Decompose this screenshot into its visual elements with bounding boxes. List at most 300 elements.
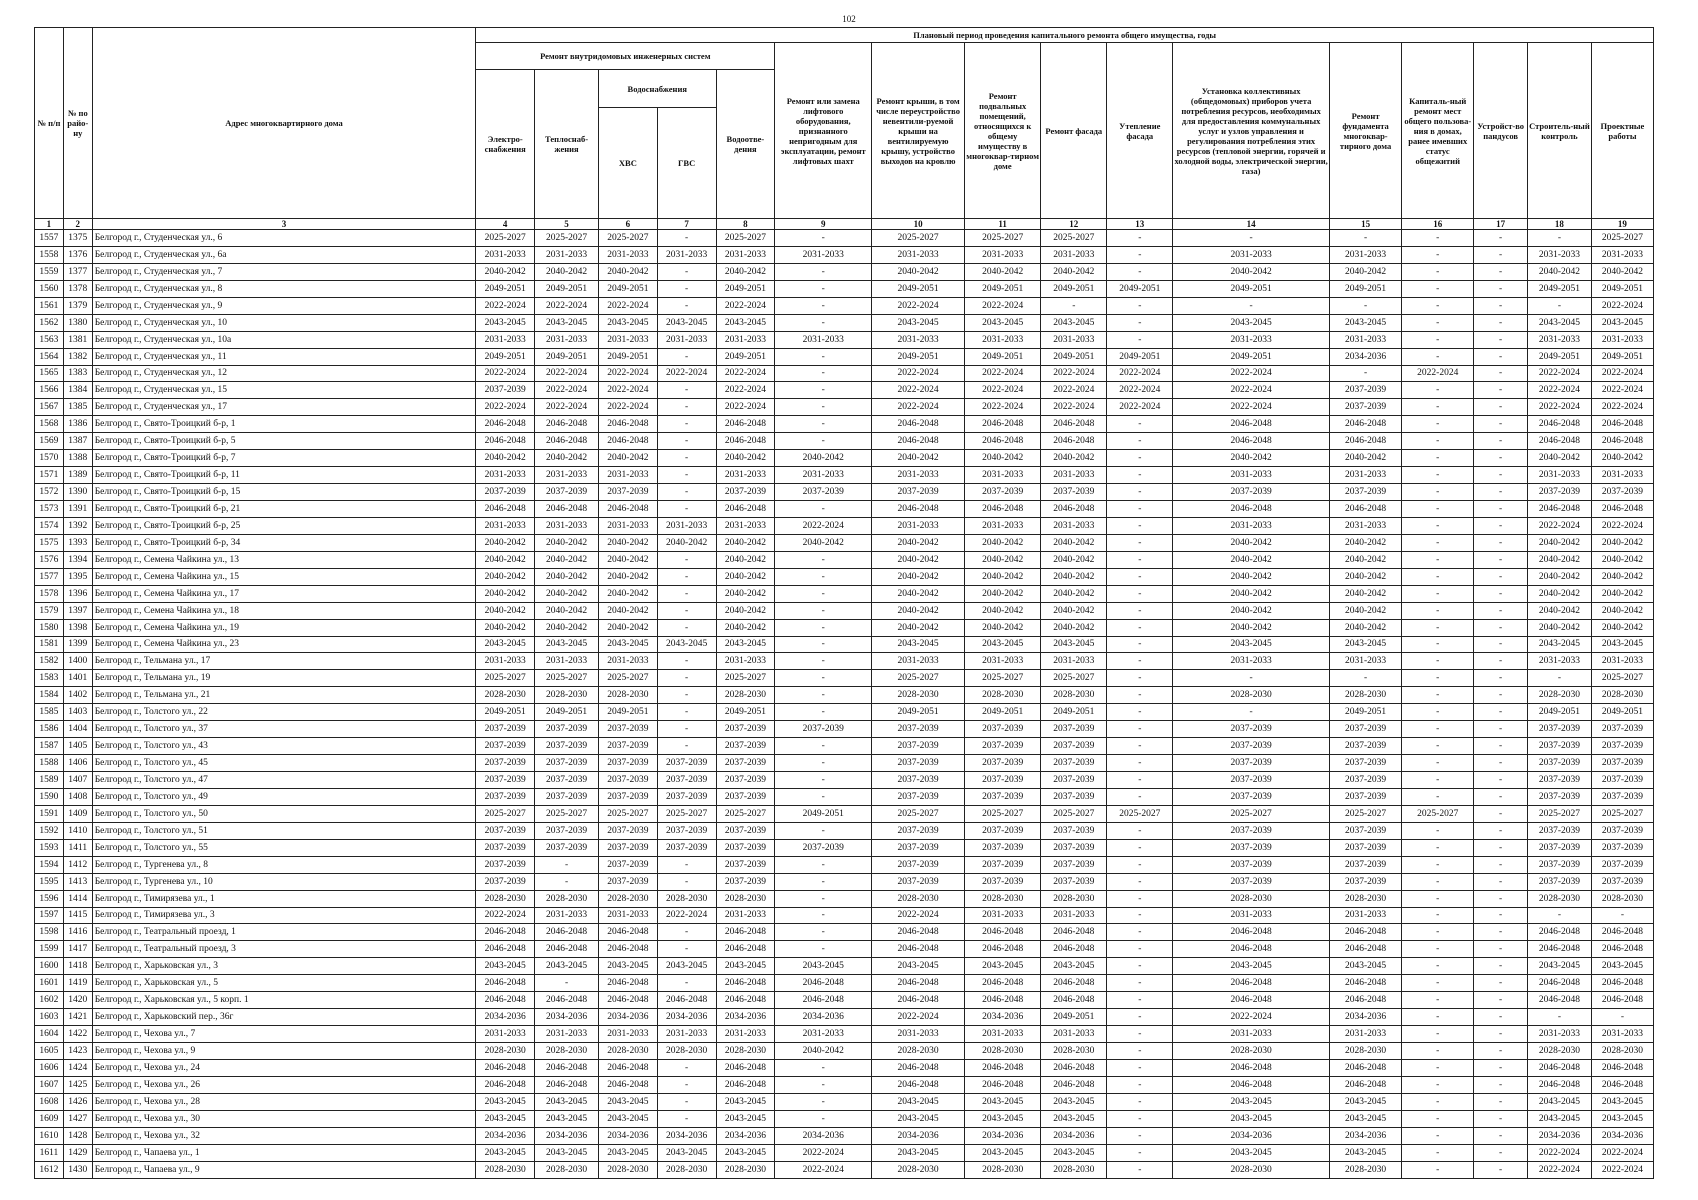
- table-cell: 2040-2042: [1527, 619, 1591, 636]
- table-cell: 2025-2027: [657, 805, 716, 822]
- table-cell: 2046-2048: [1329, 992, 1401, 1009]
- table-cell: -: [1402, 297, 1474, 314]
- table-cell: 2046-2048: [1041, 416, 1107, 433]
- table-cell: 2025-2027: [535, 805, 599, 822]
- table-cell: 1403: [63, 704, 92, 721]
- table-cell: 1393: [63, 534, 92, 551]
- table-row: [35, 1144, 1654, 1161]
- table-cell: -: [1107, 619, 1173, 636]
- table-row: [35, 619, 1654, 636]
- table-row: [35, 246, 1654, 263]
- table-cell: -: [775, 416, 872, 433]
- table-cell: 2046-2048: [598, 924, 657, 941]
- table-cell: 2034-2036: [716, 1009, 775, 1026]
- table-cell: 2049-2051: [476, 348, 535, 365]
- address-cell: Белгород г., Театральный проезд, 3: [92, 941, 476, 958]
- table-cell: 2028-2030: [1041, 687, 1107, 704]
- table-cell: 2034-2036: [598, 1009, 657, 1026]
- table-cell: 2022-2024: [1173, 1009, 1330, 1026]
- table-cell: 2046-2048: [535, 416, 599, 433]
- table-cell: -: [1474, 619, 1528, 636]
- table-cell: 2043-2045: [872, 958, 965, 975]
- table-cell: 2031-2033: [872, 653, 965, 670]
- table-cell: 2040-2042: [872, 602, 965, 619]
- table-cell: 2022-2024: [872, 297, 965, 314]
- table-cell: 2046-2048: [716, 1076, 775, 1093]
- table-cell: 1601: [35, 975, 64, 992]
- table-cell: 2031-2033: [965, 517, 1041, 534]
- table-cell: 2040-2042: [476, 534, 535, 551]
- table-cell: 2028-2030: [1041, 1161, 1107, 1178]
- table-cell: 2031-2033: [535, 467, 599, 484]
- table-cell: 1570: [35, 450, 64, 467]
- table-cell: -: [1474, 568, 1528, 585]
- table-cell: 2046-2048: [1591, 433, 1653, 450]
- table-cell: 2046-2048: [965, 433, 1041, 450]
- table-cell: -: [1107, 670, 1173, 687]
- table-cell: 2031-2033: [598, 467, 657, 484]
- table-cell: -: [1107, 958, 1173, 975]
- table-cell: -: [1402, 416, 1474, 433]
- table-cell: 2028-2030: [1329, 687, 1401, 704]
- table-cell: 1580: [35, 619, 64, 636]
- address-cell: Белгород г., Тургенева ул., 10: [92, 873, 476, 890]
- table-cell: 2037-2039: [657, 839, 716, 856]
- table-cell: 2025-2027: [1527, 805, 1591, 822]
- table-cell: 2034-2036: [1041, 1127, 1107, 1144]
- table-cell: 2037-2039: [1591, 484, 1653, 501]
- table-cell: 2031-2033: [476, 467, 535, 484]
- table-cell: -: [1474, 1026, 1528, 1043]
- table-cell: -: [657, 399, 716, 416]
- table-cell: 2028-2030: [598, 687, 657, 704]
- table-cell: 2034-2036: [872, 1127, 965, 1144]
- table-cell: 2040-2042: [476, 263, 535, 280]
- table-cell: 2031-2033: [476, 517, 535, 534]
- table-cell: 2046-2048: [535, 501, 599, 518]
- table-row: [35, 416, 1654, 433]
- table-cell: 2031-2033: [965, 331, 1041, 348]
- table-cell: 2043-2045: [716, 1093, 775, 1110]
- table-cell: -: [1474, 755, 1528, 772]
- table-cell: -: [1402, 331, 1474, 348]
- table-cell: 2022-2024: [1527, 1161, 1591, 1178]
- table-cell: 2022-2024: [535, 382, 599, 399]
- table-cell: -: [1107, 230, 1173, 247]
- table-cell: 2028-2030: [657, 890, 716, 907]
- table-cell: 2037-2039: [1527, 839, 1591, 856]
- table-cell: 2037-2039: [535, 839, 599, 856]
- table-cell: 2040-2042: [1329, 568, 1401, 585]
- table-cell: 2025-2027: [872, 230, 965, 247]
- column-number: 9: [775, 219, 872, 230]
- table-cell: 2031-2033: [657, 246, 716, 263]
- table-cell: 2031-2033: [1041, 246, 1107, 263]
- table-cell: 2037-2039: [1329, 721, 1401, 738]
- address-cell: Белгород г., Семена Чайкина ул., 17: [92, 585, 476, 602]
- table-cell: 2046-2048: [965, 975, 1041, 992]
- table-cell: 2028-2030: [535, 687, 599, 704]
- table-cell: 2043-2045: [716, 1144, 775, 1161]
- table-cell: 1389: [63, 467, 92, 484]
- table-cell: 2046-2048: [1041, 1059, 1107, 1076]
- address-cell: Белгород г., Студенческая ул., 6а: [92, 246, 476, 263]
- table-cell: 2046-2048: [872, 433, 965, 450]
- table-cell: 1607: [35, 1076, 64, 1093]
- table-cell: 2040-2042: [1591, 602, 1653, 619]
- table-cell: 2028-2030: [657, 1161, 716, 1178]
- table-cell: 2040-2042: [1173, 568, 1330, 585]
- table-cell: 2046-2048: [1527, 992, 1591, 1009]
- table-cell: -: [775, 1076, 872, 1093]
- table-cell: 2037-2039: [476, 839, 535, 856]
- table-cell: 1586: [35, 721, 64, 738]
- table-cell: -: [1402, 348, 1474, 365]
- table-cell: 2028-2030: [535, 890, 599, 907]
- table-cell: 2028-2030: [716, 890, 775, 907]
- table-row: [35, 653, 1654, 670]
- table-cell: 2043-2045: [1527, 314, 1591, 331]
- table-cell: 2037-2039: [1173, 484, 1330, 501]
- table-cell: -: [1173, 704, 1330, 721]
- table-cell: -: [535, 856, 599, 873]
- table-cell: -: [1402, 382, 1474, 399]
- table-cell: -: [1474, 450, 1528, 467]
- table-cell: 2040-2042: [1041, 619, 1107, 636]
- header-basement: Ремонт подвальных помещений, относящихся к общему имуществу в многоквар-тирном доме: [965, 43, 1041, 219]
- table-cell: 2037-2039: [716, 839, 775, 856]
- table-cell: 2037-2039: [872, 873, 965, 890]
- table-cell: 2031-2033: [872, 517, 965, 534]
- table-cell: 2028-2030: [872, 890, 965, 907]
- table-cell: 2040-2042: [1329, 263, 1401, 280]
- table-cell: -: [1474, 263, 1528, 280]
- table-cell: -: [1402, 687, 1474, 704]
- table-row: [35, 772, 1654, 789]
- table-cell: 2022-2024: [1527, 399, 1591, 416]
- table-cell: 2040-2042: [1173, 263, 1330, 280]
- table-cell: 2046-2048: [1527, 1076, 1591, 1093]
- table-cell: 2037-2039: [872, 738, 965, 755]
- table-cell: -: [1474, 399, 1528, 416]
- table-cell: 2037-2039: [1041, 755, 1107, 772]
- address-cell: Белгород г., Толстого ул., 22: [92, 704, 476, 721]
- table-cell: -: [1474, 1110, 1528, 1127]
- table-cell: 2037-2039: [1173, 721, 1330, 738]
- table-cell: 2046-2048: [1329, 501, 1401, 518]
- table-cell: 2037-2039: [965, 788, 1041, 805]
- table-row: [35, 958, 1654, 975]
- table-cell: 2046-2048: [1173, 941, 1330, 958]
- address-cell: Белгород г., Чехова ул., 7: [92, 1026, 476, 1043]
- address-cell: Белгород г., Семена Чайкина ул., 19: [92, 619, 476, 636]
- table-cell: -: [775, 1110, 872, 1127]
- table-cell: -: [1107, 687, 1173, 704]
- table-cell: 2028-2030: [1041, 1043, 1107, 1060]
- table-row: [35, 517, 1654, 534]
- table-cell: 2046-2048: [965, 992, 1041, 1009]
- table-cell: -: [1107, 873, 1173, 890]
- table-cell: 2025-2027: [716, 670, 775, 687]
- table-cell: 2037-2039: [872, 484, 965, 501]
- table-cell: -: [1474, 907, 1528, 924]
- table-cell: -: [1329, 297, 1401, 314]
- table-cell: -: [1474, 484, 1528, 501]
- table-cell: 2031-2033: [535, 907, 599, 924]
- table-cell: 2022-2024: [1591, 517, 1653, 534]
- table-cell: 2031-2033: [716, 1026, 775, 1043]
- table-cell: -: [775, 365, 872, 382]
- table-cell: 2034-2036: [775, 1009, 872, 1026]
- column-number: 18: [1527, 219, 1591, 230]
- table-row: [35, 602, 1654, 619]
- table-cell: 2025-2027: [1041, 670, 1107, 687]
- table-cell: 2049-2051: [1527, 280, 1591, 297]
- table-cell: 2031-2033: [716, 907, 775, 924]
- table-cell: -: [657, 856, 716, 873]
- table-cell: 2031-2033: [476, 653, 535, 670]
- table-cell: 2049-2051: [1173, 348, 1330, 365]
- table-cell: 2049-2051: [1527, 704, 1591, 721]
- table-cell: 2040-2042: [872, 551, 965, 568]
- table-cell: 2043-2045: [716, 314, 775, 331]
- table-row: [35, 873, 1654, 890]
- table-cell: 2037-2039: [1041, 738, 1107, 755]
- table-cell: -: [1107, 433, 1173, 450]
- table-cell: 1429: [63, 1144, 92, 1161]
- table-cell: 2043-2045: [476, 1093, 535, 1110]
- table-cell: 2031-2033: [598, 517, 657, 534]
- table-cell: 2043-2045: [598, 314, 657, 331]
- table-cell: 2037-2039: [716, 772, 775, 789]
- table-cell: 2040-2042: [1591, 551, 1653, 568]
- table-cell: 2037-2039: [1591, 755, 1653, 772]
- table-cell: 2022-2024: [1107, 382, 1173, 399]
- table-cell: -: [1402, 636, 1474, 653]
- table-cell: 2037-2039: [657, 822, 716, 839]
- table-cell: 2037-2039: [535, 738, 599, 755]
- table-cell: -: [1402, 788, 1474, 805]
- table-cell: 1422: [63, 1026, 92, 1043]
- table-cell: 2037-2039: [476, 873, 535, 890]
- table-cell: 2022-2024: [476, 399, 535, 416]
- table-cell: 2043-2045: [598, 1144, 657, 1161]
- address-cell: Белгород г., Толстого ул., 45: [92, 755, 476, 772]
- table-cell: 1377: [63, 263, 92, 280]
- table-cell: 2049-2051: [965, 704, 1041, 721]
- table-cell: 2037-2039: [1173, 772, 1330, 789]
- table-row: [35, 280, 1654, 297]
- table-cell: 2040-2042: [872, 619, 965, 636]
- column-number: 5: [535, 219, 599, 230]
- column-number: 11: [965, 219, 1041, 230]
- table-cell: -: [1474, 517, 1528, 534]
- table-cell: 2040-2042: [1527, 551, 1591, 568]
- table-row: [35, 1059, 1654, 1076]
- table-cell: 2046-2048: [476, 416, 535, 433]
- table-cell: 1600: [35, 958, 64, 975]
- table-cell: 2043-2045: [872, 1093, 965, 1110]
- table-cell: 2049-2051: [535, 348, 599, 365]
- table-cell: 2037-2039: [598, 721, 657, 738]
- table-cell: -: [1474, 856, 1528, 873]
- table-cell: 2022-2024: [1527, 382, 1591, 399]
- address-cell: Белгород г., Тельмана ул., 19: [92, 670, 476, 687]
- table-cell: 2022-2024: [965, 382, 1041, 399]
- table-cell: 2031-2033: [1591, 1026, 1653, 1043]
- table-cell: 2043-2045: [1591, 314, 1653, 331]
- table-cell: 2031-2033: [1527, 1026, 1591, 1043]
- table-cell: 2046-2048: [1329, 975, 1401, 992]
- table-cell: -: [1173, 670, 1330, 687]
- table-cell: -: [1402, 1043, 1474, 1060]
- table-cell: -: [1107, 331, 1173, 348]
- table-cell: -: [1402, 738, 1474, 755]
- table-cell: 1407: [63, 772, 92, 789]
- table-cell: 2034-2036: [1329, 348, 1401, 365]
- table-cell: 2043-2045: [965, 1144, 1041, 1161]
- table-cell: 2025-2027: [1041, 230, 1107, 247]
- table-cell: 2031-2033: [1591, 331, 1653, 348]
- table-cell: 1564: [35, 348, 64, 365]
- table-cell: 1583: [35, 670, 64, 687]
- table-cell: 2040-2042: [716, 263, 775, 280]
- table-cell: 2031-2033: [535, 517, 599, 534]
- table-cell: 2046-2048: [1527, 433, 1591, 450]
- table-cell: -: [1107, 941, 1173, 958]
- address-cell: Белгород г., Чехова ул., 28: [92, 1093, 476, 1110]
- table-cell: 2031-2033: [775, 1026, 872, 1043]
- page-number: 102: [842, 14, 856, 24]
- table-cell: -: [775, 924, 872, 941]
- table-cell: 2022-2024: [1591, 297, 1653, 314]
- table-cell: 2022-2024: [716, 382, 775, 399]
- table-cell: 2049-2051: [1041, 280, 1107, 297]
- address-cell: Белгород г., Театральный проезд, 1: [92, 924, 476, 941]
- table-cell: 1585: [35, 704, 64, 721]
- table-cell: 2043-2045: [476, 314, 535, 331]
- table-cell: 2022-2024: [872, 399, 965, 416]
- table-cell: -: [775, 687, 872, 704]
- table-row: [35, 755, 1654, 772]
- table-cell: 1566: [35, 382, 64, 399]
- table-cell: 2022-2024: [1041, 365, 1107, 382]
- address-cell: Белгород г., Чехова ул., 24: [92, 1059, 476, 1076]
- table-cell: 2040-2042: [716, 585, 775, 602]
- table-cell: 2043-2045: [476, 636, 535, 653]
- table-cell: -: [1402, 941, 1474, 958]
- table-cell: 2046-2048: [965, 941, 1041, 958]
- table-cell: 2022-2024: [598, 382, 657, 399]
- table-cell: 2031-2033: [716, 653, 775, 670]
- table-cell: 2043-2045: [1041, 314, 1107, 331]
- table-cell: 2046-2048: [1041, 501, 1107, 518]
- table-cell: 2037-2039: [1173, 856, 1330, 873]
- table-cell: 2037-2039: [872, 839, 965, 856]
- table-cell: 2031-2033: [965, 1026, 1041, 1043]
- table-cell: 2040-2042: [1591, 585, 1653, 602]
- table-cell: 1395: [63, 568, 92, 585]
- table-cell: -: [1527, 907, 1591, 924]
- table-cell: 2028-2030: [1329, 1161, 1401, 1178]
- table-cell: 2049-2051: [598, 704, 657, 721]
- table-cell: 2049-2051: [775, 805, 872, 822]
- table-cell: 2034-2036: [965, 1009, 1041, 1026]
- table-cell: -: [775, 348, 872, 365]
- table-cell: 2037-2039: [965, 772, 1041, 789]
- table-cell: 2022-2024: [775, 1161, 872, 1178]
- table-cell: 2046-2048: [535, 924, 599, 941]
- table-cell: 2040-2042: [1527, 602, 1591, 619]
- table-cell: -: [1474, 1144, 1528, 1161]
- table-cell: 1568: [35, 416, 64, 433]
- table-cell: 2028-2030: [476, 687, 535, 704]
- table-cell: -: [1402, 568, 1474, 585]
- table-cell: 2037-2039: [1329, 399, 1401, 416]
- table-cell: 2025-2027: [965, 230, 1041, 247]
- table-cell: 2028-2030: [535, 1161, 599, 1178]
- table-cell: -: [1402, 975, 1474, 992]
- table-cell: -: [775, 1093, 872, 1110]
- table-cell: 1428: [63, 1127, 92, 1144]
- table-cell: 2031-2033: [775, 467, 872, 484]
- address-cell: Белгород г., Харьковская ул., 3: [92, 958, 476, 975]
- table-cell: 1386: [63, 416, 92, 433]
- table-cell: 2046-2048: [716, 416, 775, 433]
- table-cell: 1610: [35, 1127, 64, 1144]
- table-cell: 2037-2039: [1527, 772, 1591, 789]
- table-cell: 2043-2045: [1527, 1093, 1591, 1110]
- table-cell: 2037-2039: [1041, 772, 1107, 789]
- address-cell: Белгород г., Чапаева ул., 1: [92, 1144, 476, 1161]
- table-cell: 2031-2033: [965, 246, 1041, 263]
- table-cell: 2040-2042: [965, 450, 1041, 467]
- table-cell: 2043-2045: [535, 1093, 599, 1110]
- table-cell: -: [1107, 856, 1173, 873]
- table-row: [35, 263, 1654, 280]
- table-cell: 2031-2033: [716, 331, 775, 348]
- table-cell: 2049-2051: [1329, 704, 1401, 721]
- table-cell: -: [1474, 890, 1528, 907]
- table-cell: 2043-2045: [1591, 636, 1653, 653]
- table-cell: 2043-2045: [657, 958, 716, 975]
- header-water-supply: Водоснабжения: [598, 70, 716, 108]
- table-cell: 2037-2039: [872, 856, 965, 873]
- table-cell: 2043-2045: [716, 958, 775, 975]
- table-cell: 2022-2024: [535, 297, 599, 314]
- table-cell: 2043-2045: [965, 958, 1041, 975]
- table-cell: 2043-2045: [1041, 1110, 1107, 1127]
- table-cell: 2031-2033: [1329, 331, 1401, 348]
- table-cell: 2034-2036: [775, 1127, 872, 1144]
- table-cell: 2034-2036: [1173, 1127, 1330, 1144]
- table-cell: 2049-2051: [1591, 704, 1653, 721]
- table-cell: -: [775, 619, 872, 636]
- table-cell: -: [1402, 721, 1474, 738]
- table-cell: 1571: [35, 467, 64, 484]
- table-cell: 2022-2024: [535, 399, 599, 416]
- table-cell: -: [657, 280, 716, 297]
- table-cell: -: [1329, 670, 1401, 687]
- table-cell: 2037-2039: [775, 484, 872, 501]
- table-cell: 2037-2039: [535, 788, 599, 805]
- table-cell: 2037-2039: [657, 772, 716, 789]
- table-cell: 2040-2042: [535, 568, 599, 585]
- table-cell: 2022-2024: [872, 907, 965, 924]
- header-col-district-no: № по райо-ну: [63, 28, 92, 219]
- table-cell: -: [775, 890, 872, 907]
- table-cell: 2040-2042: [965, 263, 1041, 280]
